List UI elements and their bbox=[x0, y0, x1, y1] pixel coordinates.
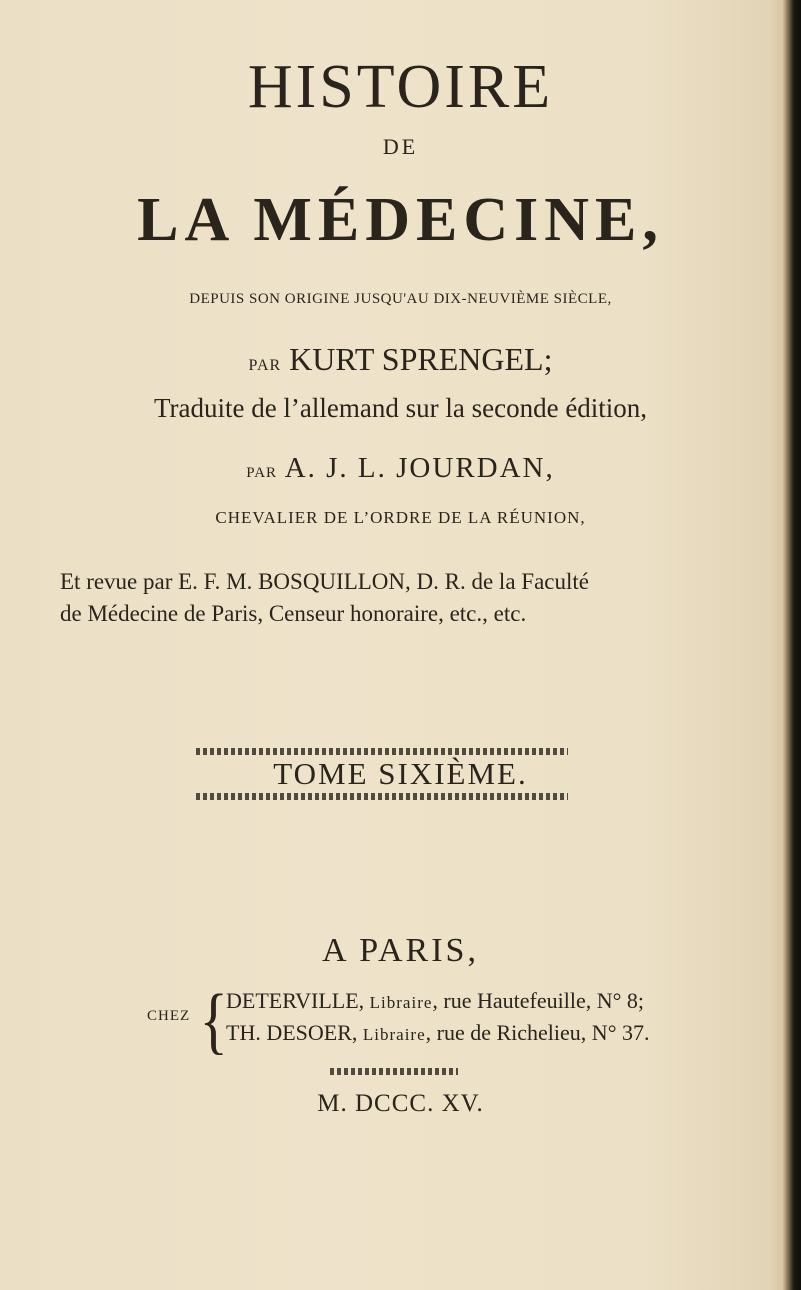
publisher-address: , rue de Richelieu, N° 37. bbox=[425, 1020, 650, 1045]
ornamental-rule-top bbox=[196, 748, 568, 755]
translation-line: Traduite de l’allemand sur la seconde édition, bbox=[153, 393, 648, 423]
revision-block bbox=[60, 566, 760, 630]
revision-line-2: de Médecine de Paris, Censeur honoraire, etc., etc. bbox=[60, 601, 527, 626]
author-line bbox=[0, 341, 801, 378]
publisher-brace: { bbox=[199, 980, 228, 1062]
translator-par: PAR bbox=[246, 465, 278, 481]
imprint-city: A PARIS, bbox=[322, 932, 479, 969]
publisher-address: , rue Hautefeuille, N° 8; bbox=[432, 988, 645, 1013]
scope-line: DEPUIS SON ORIGINE JUSQU'AU DIX-NEUVIÈME SIÈCLE, bbox=[189, 291, 612, 307]
author-par: PAR bbox=[248, 357, 282, 374]
ornamental-rule-bottom bbox=[196, 793, 568, 800]
title-preposition: DE bbox=[382, 134, 419, 159]
translator-line bbox=[0, 452, 801, 485]
publisher-line bbox=[226, 988, 786, 1014]
revision-line-1: Et revue par E. F. M. BOSQUILLON, D. R. de la Faculté bbox=[60, 569, 589, 594]
publisher-role: Libraire bbox=[369, 993, 433, 1012]
imprint-year: M. DCCC. XV. bbox=[317, 1090, 484, 1117]
publisher-name: TH. DESOER, bbox=[226, 1020, 358, 1045]
translator-honor: CHEVALIER DE L’ORDRE DE LA RÉUNION, bbox=[215, 508, 586, 527]
volume-label: TOME SIXIÈME. bbox=[273, 756, 528, 791]
main-title: HISTOIRE bbox=[247, 53, 554, 121]
subject-title: LA MÉDECINE, bbox=[137, 186, 664, 254]
publisher-line bbox=[226, 1020, 786, 1046]
publisher-role: Libraire bbox=[362, 1025, 426, 1044]
author-name: KURT SPRENGEL; bbox=[289, 341, 553, 377]
publisher-name: DETERVILLE, bbox=[226, 988, 365, 1013]
imprint-chez: CHEZ bbox=[147, 1008, 191, 1024]
translator-name: A. J. L. JOURDAN, bbox=[284, 452, 555, 484]
ornamental-rule-short bbox=[330, 1068, 458, 1075]
